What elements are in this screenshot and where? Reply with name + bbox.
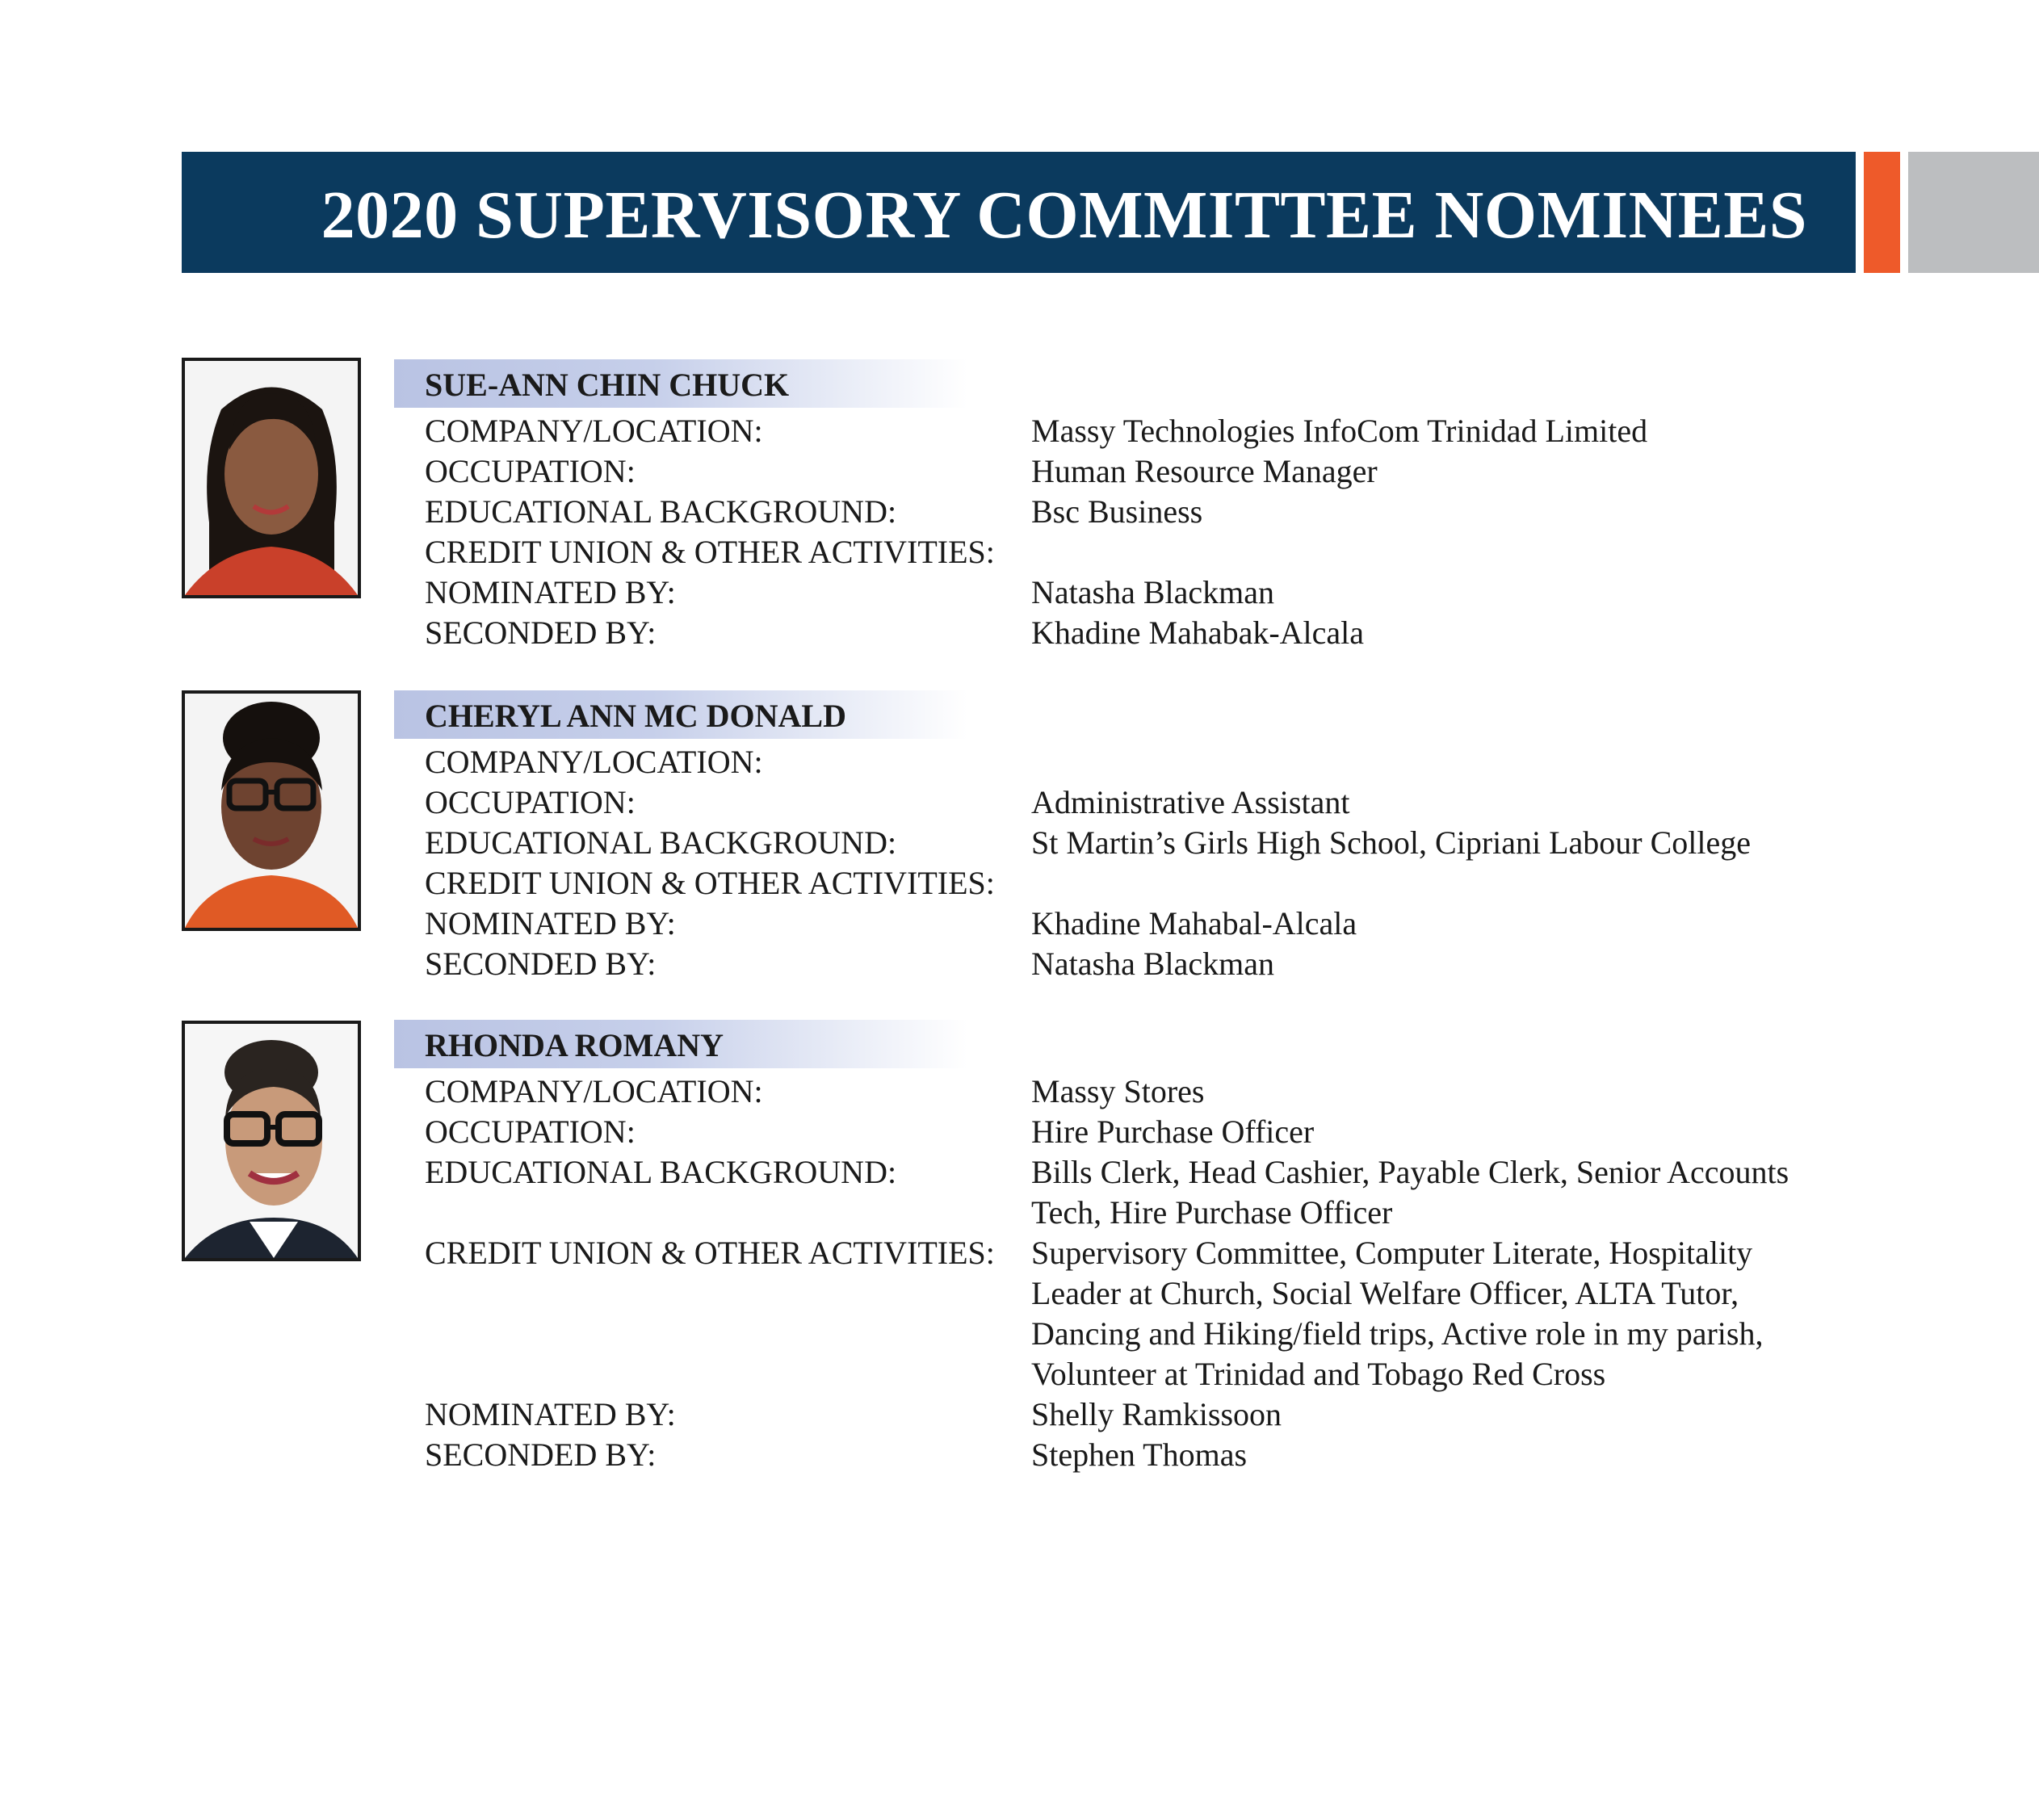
value-activities: Supervisory Committee, Computer Literate, Hospitality Leader at Church, Social Welfare Officer, ALTA Tutor, Dancing and Hiking/field trips, Active role in my parish, Volunteer at Trinidad and Tobago Red Cross: [1031, 1235, 1764, 1392]
value-occupation: Hire Purchase Officer: [1031, 1113, 1315, 1150]
label-occupation: OCCUPATION:: [425, 784, 636, 820]
value-occupation: Administrative Assistant: [1031, 784, 1350, 820]
label-seconded: SECONDED BY:: [425, 946, 657, 982]
nominee-photo: [182, 358, 361, 598]
value-nominated: Natasha Blackman: [1031, 574, 1274, 610]
value-education: Bills Clerk, Head Cashier, Payable Clerk, Senior Accounts Tech, Hire Purchase Officer: [1031, 1154, 1789, 1231]
nominee-name-band: [394, 1020, 967, 1068]
nominee-name-band: [394, 690, 967, 739]
value-education: St Martin’s Girls High School, Cipriani Labour College: [1031, 824, 1752, 861]
value-education: Bsc Business: [1031, 493, 1203, 530]
value-seconded: Khadine Mahabak-Alcala: [1031, 614, 1365, 651]
label-education: EDUCATIONAL BACKGROUND:: [425, 824, 897, 861]
label-nominated: NOMINATED BY:: [425, 1396, 676, 1432]
label-seconded: SECONDED BY:: [425, 1436, 657, 1473]
portrait-icon: [185, 361, 358, 595]
label-activities: CREDIT UNION & OTHER ACTIVITIES:: [425, 865, 995, 901]
label-education: EDUCATIONAL BACKGROUND:: [425, 493, 897, 530]
header-accent-orange: [1864, 152, 1900, 273]
label-company: COMPANY/LOCATION:: [425, 744, 763, 780]
nominee-name: CHERYL ANN MC DONALD: [425, 698, 846, 734]
value-company: Massy Stores: [1031, 1073, 1205, 1109]
label-nominated: NOMINATED BY:: [425, 905, 676, 941]
value-seconded: Stephen Thomas: [1031, 1436, 1248, 1473]
header-banner: [182, 152, 1856, 273]
portrait-icon: [185, 694, 358, 928]
label-occupation: OCCUPATION:: [425, 1113, 636, 1150]
nominee-name: RHONDA ROMANY: [425, 1027, 724, 1063]
label-occupation: OCCUPATION:: [425, 453, 636, 489]
nominee-name-band: [394, 359, 967, 408]
label-seconded: SECONDED BY:: [425, 614, 657, 651]
value-nominated: Khadine Mahabal-Alcala: [1031, 905, 1357, 941]
value-seconded: Natasha Blackman: [1031, 946, 1274, 982]
value-occupation: Human Resource Manager: [1031, 453, 1378, 489]
header-accent-gray: [1908, 152, 2039, 273]
label-company: COMPANY/LOCATION:: [425, 413, 763, 449]
nominee-photo: [182, 690, 361, 931]
label-company: COMPANY/LOCATION:: [425, 1073, 763, 1109]
label-activities: CREDIT UNION & OTHER ACTIVITIES:: [425, 534, 995, 570]
nominee-photo: [182, 1021, 361, 1261]
nominee-name: SUE-ANN CHIN CHUCK: [425, 367, 790, 403]
label-activities: CREDIT UNION & OTHER ACTIVITIES:: [425, 1235, 995, 1271]
value-company: Massy Technologies InfoCom Trinidad Limited: [1031, 413, 1648, 449]
label-education: EDUCATIONAL BACKGROUND:: [425, 1154, 897, 1190]
page-title: 2020 SUPERVISORY COMMITTEE NOMINEES: [321, 178, 1807, 253]
value-nominated: Shelly Ramkissoon: [1031, 1396, 1282, 1432]
label-nominated: NOMINATED BY:: [425, 574, 676, 610]
portrait-icon: [185, 1024, 358, 1258]
